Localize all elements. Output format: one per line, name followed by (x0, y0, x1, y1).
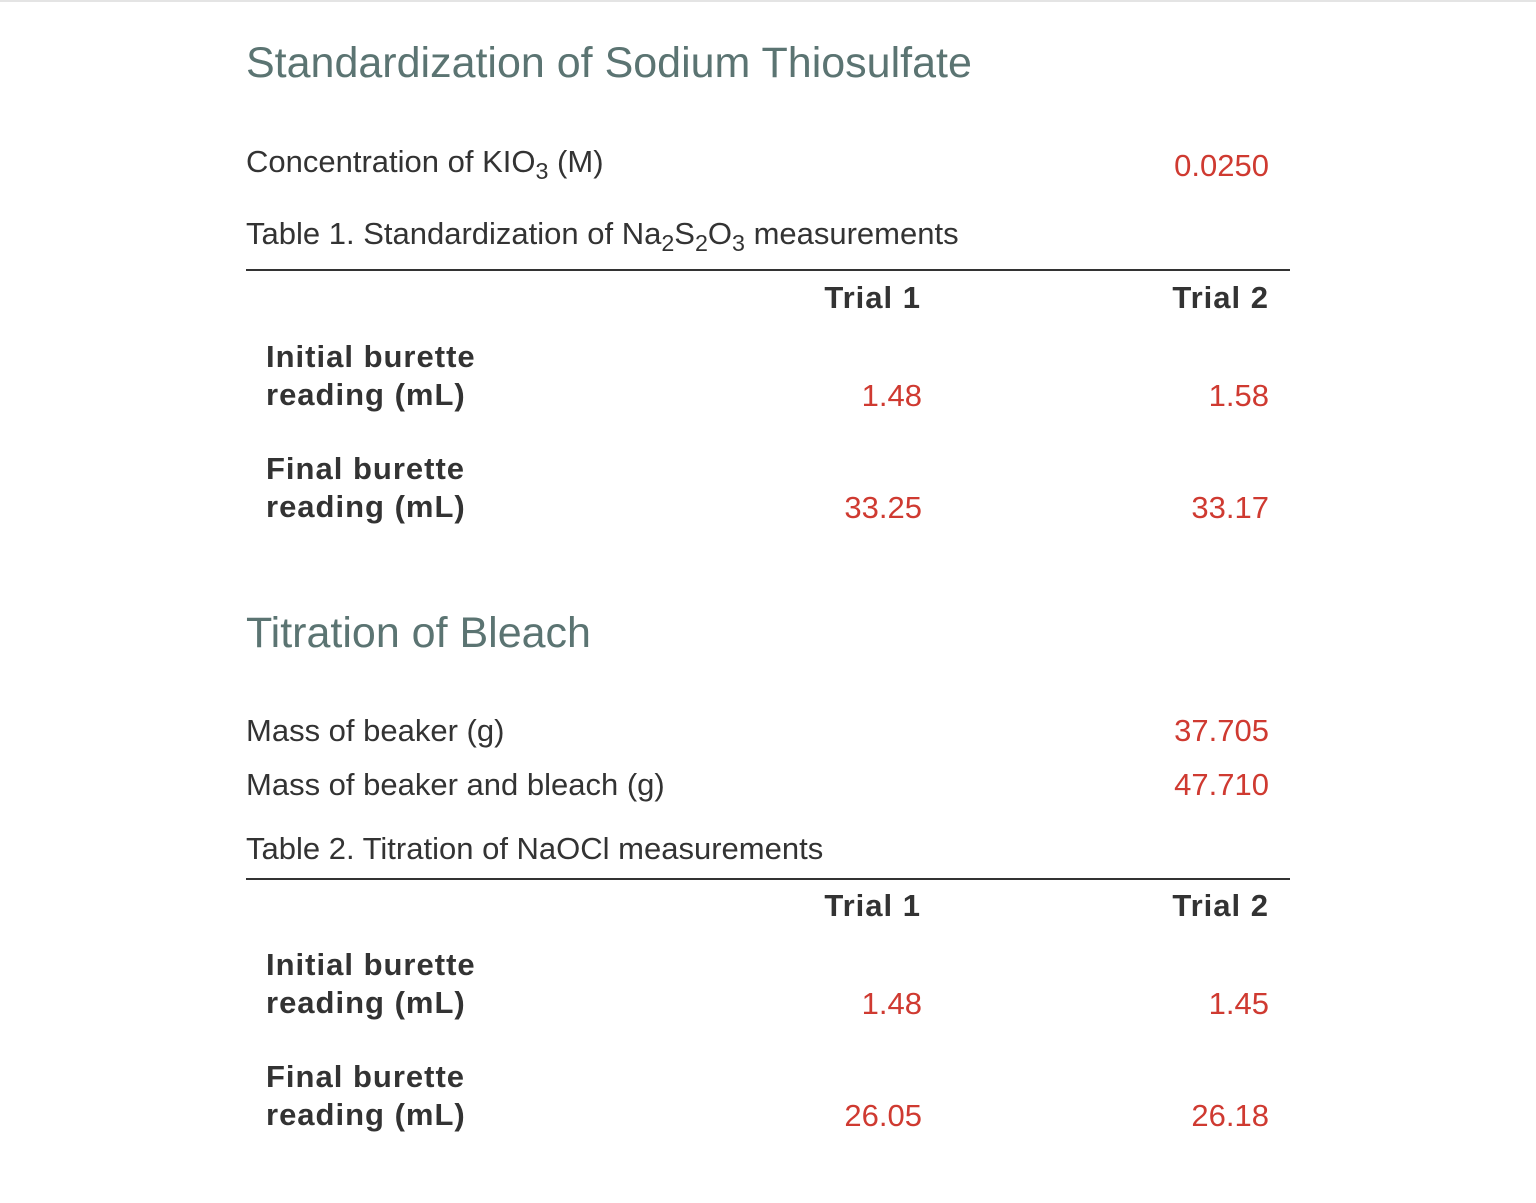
section-title-bleach: Titration of Bleach (246, 609, 591, 657)
table2-top-rule (246, 878, 1290, 880)
table2-column-header-trial2: Trial 2 (1172, 888, 1269, 923)
table1-cell-initial-trial1: 1.48 (861, 378, 922, 413)
table2-row-header-final: Final burette reading (mL) (266, 1059, 466, 1132)
kio3-concentration-value: 0.0250 (1174, 148, 1269, 183)
mass-beaker-bleach-label: Mass of beaker and bleach (g) (246, 767, 665, 802)
mass-beaker-label: Mass of beaker (g) (246, 713, 505, 748)
mass-beaker-value: 37.705 (1174, 713, 1269, 748)
table1-column-header-trial1: Trial 1 (824, 280, 921, 315)
section-title-standardization: Standardization of Sodium Thiosulfate (246, 39, 972, 87)
top-border (0, 0, 1536, 2)
table2-caption: Table 2. Titration of NaOCl measurements (246, 831, 824, 866)
table1-cell-final-trial1: 33.25 (844, 490, 922, 525)
table2-row-header-initial: Initial burette reading (mL) (266, 947, 476, 1020)
table1-cell-initial-trial2: 1.58 (1208, 378, 1269, 413)
table1-column-header-trial2: Trial 2 (1172, 280, 1269, 315)
table2-column-header-trial1: Trial 1 (824, 888, 921, 923)
table1-row-header-initial: Initial burette reading (mL) (266, 339, 476, 412)
table1-cell-final-trial2: 33.17 (1191, 490, 1269, 525)
table1-top-rule (246, 269, 1290, 271)
table1-row-header-final: Final burette reading (mL) (266, 451, 466, 524)
table2-cell-final-trial2: 26.18 (1191, 1098, 1269, 1133)
table2-cell-initial-trial1: 1.48 (861, 986, 922, 1021)
kio3-concentration-label: Concentration of $KIO_3$ (M) (246, 144, 604, 184)
table2-cell-initial-trial2: 1.45 (1208, 986, 1269, 1021)
mass-beaker-bleach-value: 47.710 (1174, 767, 1269, 802)
table2-cell-final-trial1: 26.05 (844, 1098, 922, 1133)
table1-caption: Table 1. Standardization of $Na_2S_2O_3$ measurements (246, 216, 959, 256)
